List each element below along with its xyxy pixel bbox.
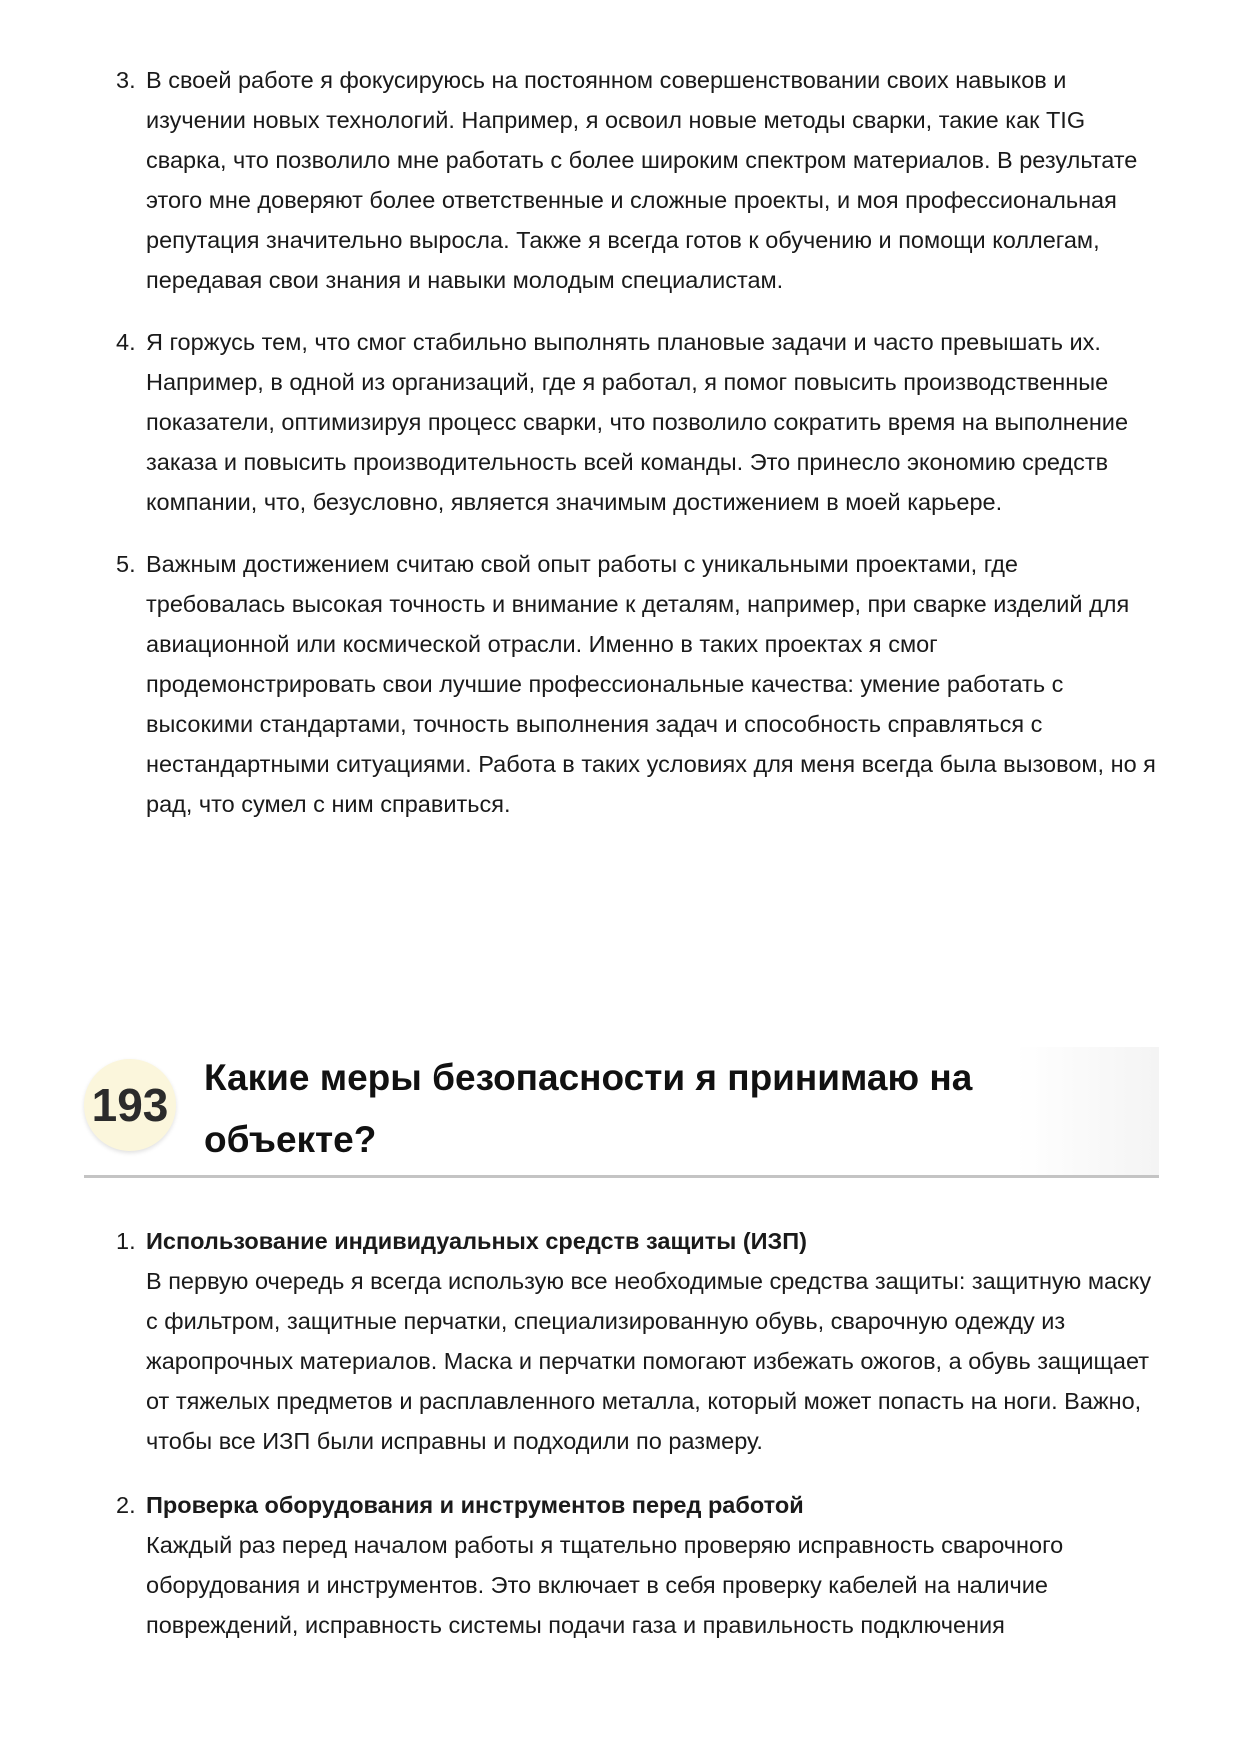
achievements-list: [116, 60, 1161, 846]
list-item: [116, 544, 1161, 824]
list-item-title: Проверка оборудования и инструментов перед работой: [146, 1492, 804, 1518]
header-divider: [84, 1175, 1159, 1178]
list-item: [116, 1221, 1161, 1461]
question-number-badge: 193: [84, 1059, 176, 1151]
question-header: [84, 1047, 1159, 1177]
list-item-number: 1.: [116, 1228, 136, 1254]
question-title: Какие меры безопасности я принимаю на объекте?: [204, 1057, 973, 1160]
list-item-number: 3.: [116, 67, 136, 93]
list-item: [116, 322, 1161, 522]
list-item: [116, 60, 1161, 300]
list-item-text: Я горжусь тем, что смог стабильно выполнять плановые задачи и часто превышать их. Например, в одной из организаций, где я работал, я помог повысить производственные показатели, оптимизируя процесс сварки, что позволило сократить время на выполнение заказа и повысить производительность всей команды. Это принесло экономию средств компании, что, безусловно, является значимым достижением в моей карьере.: [146, 329, 1129, 515]
safety-measures-list: [116, 1221, 1161, 1669]
list-item: [116, 1485, 1161, 1645]
list-item-text: В первую очередь я всегда использую все необходимые средства защиты: защитную маску с фильтром, защитные перчатки, специализированную обувь, сварочную одежду из жаропрочных материалов. Маска и перчатки помогают избежать ожогов, а обувь защищает от тяжелых предметов и расплавленного металла, который может попасть на ноги. Важно, чтобы все ИЗП были исправны и подходили по размеру.: [146, 1268, 1152, 1454]
list-item-number: 4.: [116, 329, 136, 355]
list-item-text: В своей работе я фокусируюсь на постоянном совершенствовании своих навыков и изучении новых технологий. Например, я освоил новые методы сварки, такие как TIG сварка, что позволило мне работать с более широким спектром материалов. В результате этого мне доверяют более ответственные и сложные проекты, и моя профессиональная репутация значительно выросла. Также я всегда готов к обучению и помощи коллегам, передавая свои знания и навыки молодым специалистам.: [146, 67, 1138, 293]
list-item-text: Важным достижением считаю свой опыт работы с уникальными проектами, где требовалась высокая точность и внимание к деталям, например, при сварке изделий для авиационной или космической отрасли. Именно в таких проектах я смог продемонстрировать свои лучшие профессиональные качества: умение работать с высокими стандартами, точность выполнения задач и способность справляться с нестандартными ситуациями. Работа в таких условиях для меня всегда была вызовом, но я рад, что сумел с ним справиться.: [146, 551, 1156, 817]
list-item-number: 2.: [116, 1492, 136, 1518]
question-title-box: [204, 1047, 1159, 1175]
list-item-title: Использование индивидуальных средств защиты (ИЗП): [146, 1228, 807, 1254]
list-item-text: Каждый раз перед началом работы я тщательно проверяю исправность сварочного оборудования и инструментов. Это включает в себя проверку кабелей на наличие повреждений, исправность системы подачи газа и правильность подключения: [146, 1532, 1064, 1638]
list-item-number: 5.: [116, 551, 136, 577]
